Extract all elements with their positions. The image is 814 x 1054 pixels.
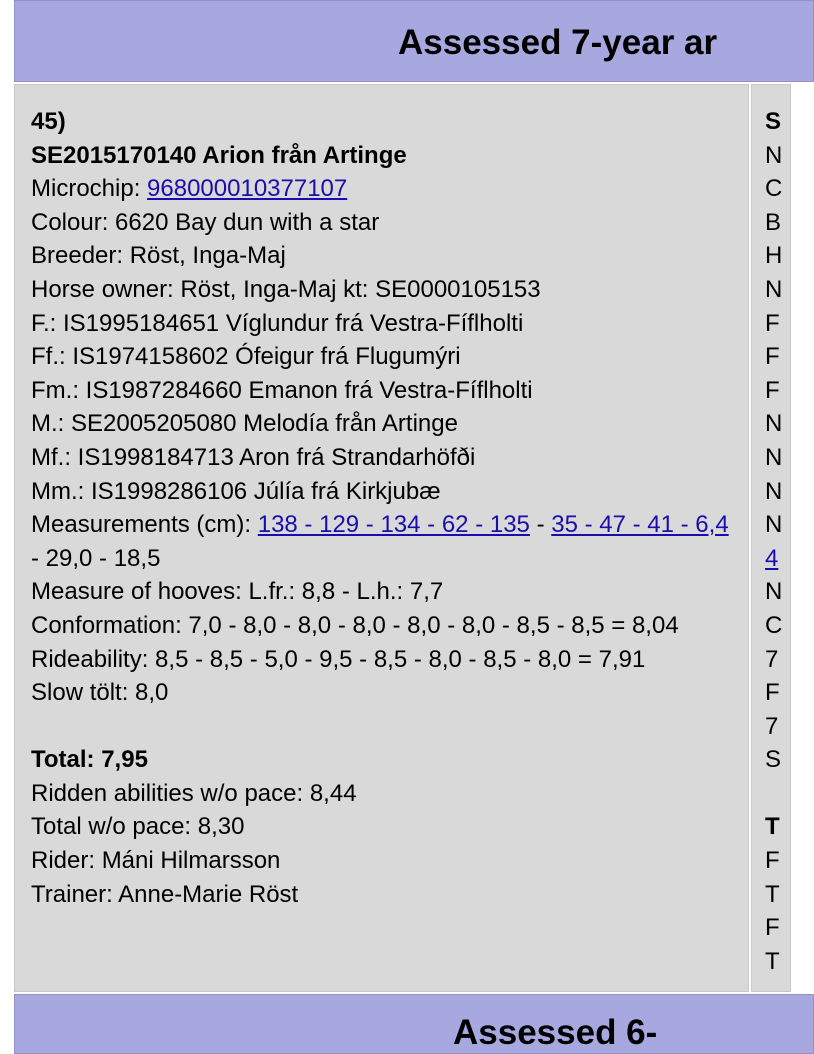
clipped-text-16: 7 [765, 645, 779, 673]
total-wo-pace-row: Total w/o pace: 8,30 [31, 813, 245, 841]
clipped-text-4: H [765, 242, 783, 270]
clipped-text-25: T [765, 947, 780, 975]
section-title: Assessed 7-year ar [398, 23, 718, 62]
clipped-text-9: N [765, 410, 783, 438]
clipped-text-10: N [765, 443, 783, 471]
hooves-row: Measure of hooves: L.fr.: 8,8 - L.h.: 7,7 [31, 578, 444, 606]
microchip-label: Microchip: [31, 175, 148, 203]
measurements-link-1[interactable]: 138 - 129 - 134 - 62 - 135 [257, 511, 530, 539]
clipped-text-14: N [765, 578, 783, 606]
next-section-title: Assessed 6- [453, 1013, 658, 1052]
slow-tolt-row: Slow tölt: 8,0 [31, 679, 169, 707]
clipped-text-6: F [765, 309, 780, 337]
horse-details [31, 105, 737, 911]
next-section-header [14, 994, 814, 1054]
clipped-text-15: C [765, 611, 783, 639]
owner-row: Horse owner: Röst, Inga-Maj kt: SE0000105153 [31, 275, 541, 303]
conformation-row: Conformation: 7,0 - 8,0 - 8,0 - 8,0 - 8,0 - 8,0 - 8,5 - 8,5 = 8,04 [31, 611, 679, 639]
microchip-link[interactable]: 968000010377107 [147, 175, 348, 203]
measurements-row [31, 508, 737, 575]
next-horse-details-clipped [765, 105, 782, 978]
clipped-text-17: F [765, 679, 780, 707]
clipped-text-23: T [765, 880, 780, 908]
clipped-text-12: N [765, 511, 783, 539]
section-header [14, 0, 814, 82]
clipped-text-20 [765, 777, 782, 811]
clipped-text-21: T [765, 813, 780, 841]
total-row: Total: 7,95 [31, 746, 148, 774]
colour-row: Colour: 6620 Bay dun with a star [31, 208, 380, 236]
horse-name: SE2015170140 Arion från Artinge [31, 141, 407, 169]
clipped-text-8: F [765, 376, 780, 404]
horse-card [14, 84, 749, 992]
clipped-text-5: N [765, 275, 783, 303]
clipped-text-13: 4 [765, 544, 779, 572]
clipped-text-11: N [765, 477, 783, 505]
clipped-text-24: F [765, 914, 780, 942]
clipped-text-3: B [765, 208, 782, 236]
clipped-text-18: 7 [765, 712, 779, 740]
dam-row: M.: SE2005205080 Melodía från Artinge [31, 410, 458, 438]
breeder-row: Breeder: Röst, Inga-Maj [31, 242, 286, 270]
sire-sire-row: Ff.: IS1974158602 Ófeigur frá Flugumýri [31, 343, 461, 371]
clipped-text-7: F [765, 343, 780, 371]
sire-dam-row: Fm.: IS1987284660 Emanon frá Vestra-Fíflholti [31, 376, 533, 404]
clipped-text-2: C [765, 175, 783, 203]
trainer-row: Trainer: Anne-Marie Röst [31, 880, 299, 908]
horse-number: 45) [31, 108, 66, 135]
rider-row: Rider: Máni Hilmarsson [31, 847, 281, 875]
measurements-label: Measurements (cm): [31, 511, 258, 539]
spacer [31, 710, 737, 744]
clipped-text-1: N [765, 141, 783, 169]
measurements-rest: - 29,0 - 18,5 [31, 544, 161, 572]
dam-dam-row: Mm.: IS1998286106 Júlía frá Kirkjubæ [31, 477, 441, 505]
clipped-text-22: F [765, 847, 780, 875]
microchip-row [31, 172, 737, 206]
rideability-row: Rideability: 8,5 - 8,5 - 5,0 - 9,5 - 8,5 - 8,0 - 8,5 - 8,0 = 7,91 [31, 645, 646, 673]
next-horse-card [751, 84, 791, 992]
ridden-wo-pace-row: Ridden abilities w/o pace: 8,44 [31, 779, 357, 807]
clipped-text-19: S [765, 746, 782, 774]
dam-sire-row: Mf.: IS1998184713 Aron frá Strandarhöfði [31, 443, 476, 471]
clipped-text-0: S [765, 108, 782, 135]
measurements-separator: - [529, 511, 552, 539]
sire-row: F.: IS1995184651 Víglundur frá Vestra-Fíflholti [31, 309, 524, 337]
measurements-link-2[interactable]: 35 - 47 - 41 - 6,4 [551, 511, 729, 539]
